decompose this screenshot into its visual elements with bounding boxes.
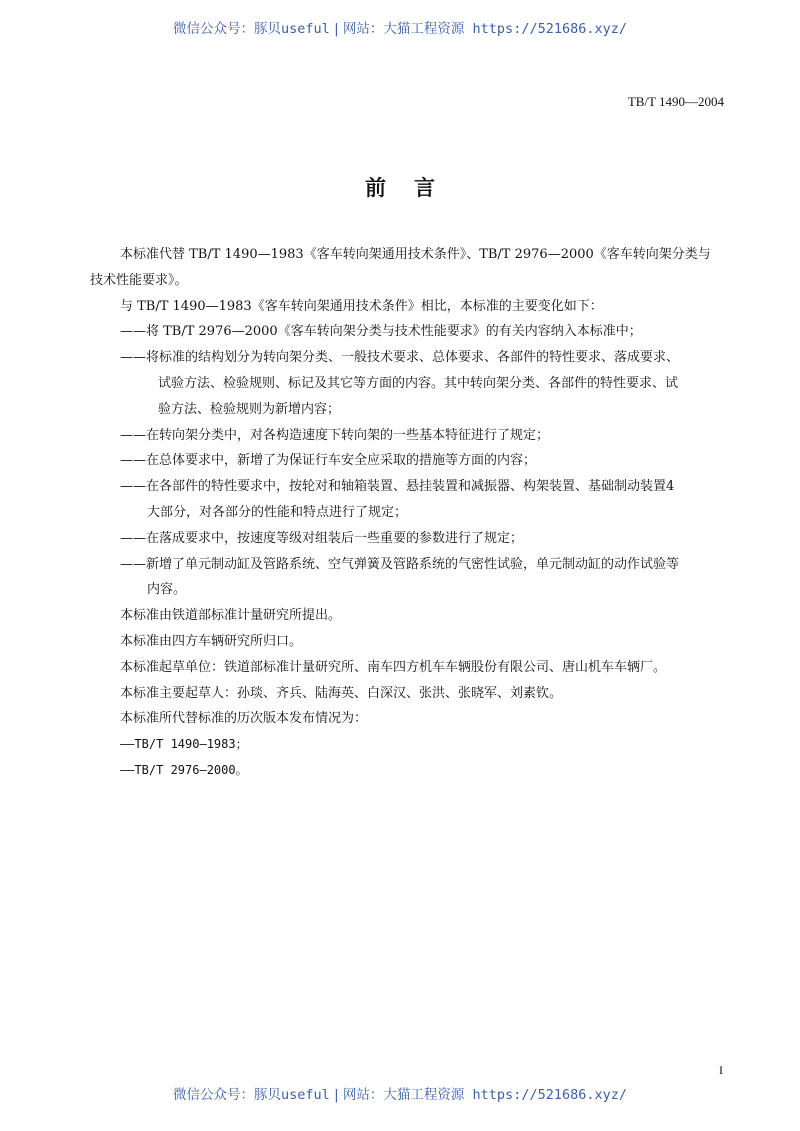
paragraph-line: 本标准由四方车辆研究所归口。 [120,633,303,649]
paragraph-line: 本标准代替 TB/T 1490—1983《客车转向架通用技术条件》、TB/T 2976—2000《客车转向架分类与 [120,247,711,262]
list-item-continuation: 验方法、检验规则为新增内容； [158,401,341,417]
watermark-url[interactable]: https://521686.xyz/ [464,1087,627,1103]
list-item: ——在落成要求中，按速度等级对组装后一些重要的参数进行了规定； [120,530,524,546]
list-item: ——新增了单元制动缸及管路系统、空气弹簧及管路系统的气密性试验，单元制动缸的动作试验等 [120,556,680,572]
watermark-site: 网站：大猫工程资源 [342,21,465,37]
list-item: ——将 TB/T 2976—2000《客车转向架分类与技术性能要求》的有关内容纳入本标准中； [120,324,642,340]
page-title: 前言 [365,175,463,200]
list-item: ——将标准的结构划分为转向架分类、一般技术要求、总体要求、各部件的特性要求、落成要求、 [120,350,680,366]
watermark-brand: useful [281,1087,330,1103]
paragraph-line: 本标准主要起草人：孙琰、齐兵、陆海英、白深汉、张洪、张晓军、刘素钦。 [120,685,563,701]
watermark-bottom [0,1083,800,1103]
list-item-continuation: 内容。 [147,582,187,598]
list-item: ——TB/T 1490—1983； [120,737,248,752]
paragraph-line: 本标准起草单位：铁道部标准计量研究所、南车四方机车车辆股份有限公司、唐山机车车辆厂。 [120,659,667,675]
standard-number: TB/T 1490—2004 [627,94,724,109]
watermark-brand: useful [281,21,330,37]
list-item: ——在转向架分类中，对各构造速度下转向架的一些基本特征进行了规定； [120,427,550,443]
list-item-continuation: 试验方法、检验规则、标记及其它等方面的内容。其中转向架分类、各部件的特性要求、试 [158,375,679,391]
foreword-body [90,242,726,784]
paragraph-line: 与 TB/T 1490—1983《客车转向架通用技术条件》相比，本标准的主要变化如下： [120,298,603,314]
watermark-site: 网站：大猫工程资源 [342,1087,465,1103]
watermark-prefix: 微信公众号：豚贝 [173,21,281,37]
list-item: ——在各部件的特性要求中，按轮对和轴箱装置、悬挂装置和减振器、构架装置、基础制动装置4 [120,479,675,495]
page-number: I [719,1063,723,1077]
paragraph-line: 技术性能要求》。 [90,272,188,288]
watermark-separator: | [329,21,343,37]
paragraph-line: 本标准由铁道部标准计量研究所提出。 [120,608,342,624]
watermark-separator: | [329,1087,343,1103]
list-item-continuation: 大部分，对各部分的性能和特点进行了规定； [147,504,408,520]
watermark-prefix: 微信公众号：豚贝 [173,1087,281,1103]
paragraph-line: 本标准所代替标准的历次版本发布情况为： [120,711,368,727]
watermark-top [0,17,800,37]
list-item: ——TB/T 2976—2000。 [120,762,248,777]
watermark-url[interactable]: https://521686.xyz/ [464,21,627,37]
list-item: ——在总体要求中，新增了为保证行车安全应采取的措施等方面的内容； [120,453,537,469]
